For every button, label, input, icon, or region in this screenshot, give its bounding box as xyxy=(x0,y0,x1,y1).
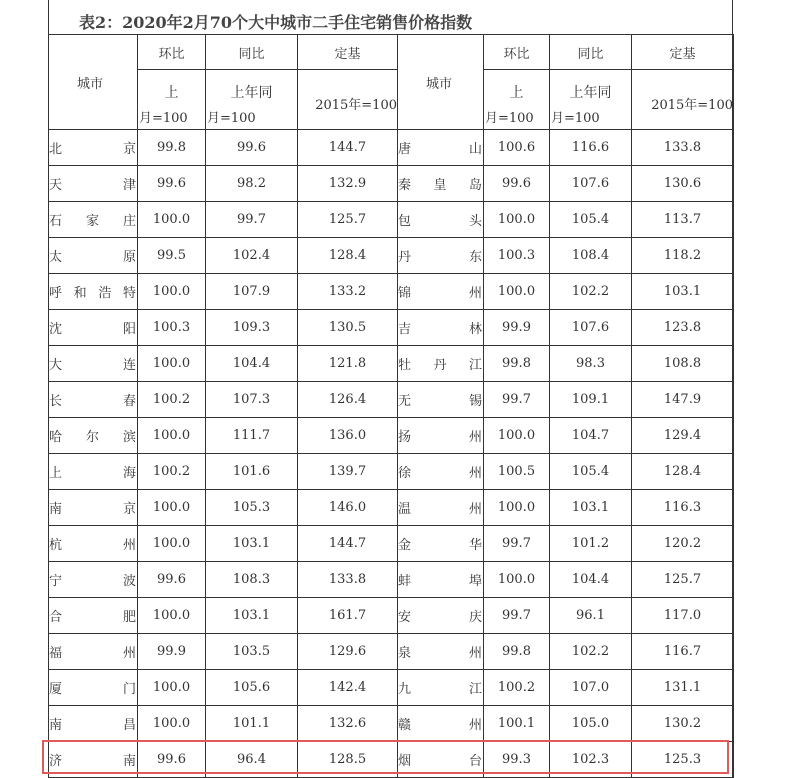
cell-base-right: 116.3 xyxy=(632,490,734,526)
price-index-table xyxy=(48,34,734,778)
cell-yoy-right: 105.4 xyxy=(550,202,632,238)
cell-base-left: 130.5 xyxy=(298,310,398,346)
cell-yoy-right: 107.0 xyxy=(550,670,632,706)
cell-yoy-left: 102.4 xyxy=(206,238,298,274)
cell-city-right: 牡丹江 xyxy=(398,346,484,382)
cell-yoy-right: 105.4 xyxy=(550,454,632,490)
cell-yoy-left: 99.7 xyxy=(206,202,298,238)
cell-city-left: 南昌 xyxy=(49,706,138,742)
cell-yoy-right: 101.2 xyxy=(550,526,632,562)
cell-city-right: 唐山 xyxy=(398,130,484,166)
table-row xyxy=(49,670,734,706)
cell-yoy-left: 101.6 xyxy=(206,454,298,490)
table-body xyxy=(49,130,734,778)
cell-base-left: 121.8 xyxy=(298,346,398,382)
cell-yoy-left: 104.4 xyxy=(206,346,298,382)
cell-city-left: 沈阳 xyxy=(49,310,138,346)
cell-mom-left: 99.6 xyxy=(138,742,206,778)
cell-mom-left: 100.0 xyxy=(138,526,206,562)
cell-mom-left: 100.0 xyxy=(138,202,206,238)
header-mom-2: 环比 xyxy=(484,35,550,70)
cell-city-right: 锦州 xyxy=(398,274,484,310)
table-row xyxy=(49,418,734,454)
table-row xyxy=(49,742,734,778)
cell-city-right: 烟台 xyxy=(398,742,484,778)
cell-base-left: 139.7 xyxy=(298,454,398,490)
cell-base-right: 117.0 xyxy=(632,598,734,634)
cell-yoy-left: 105.3 xyxy=(206,490,298,526)
cell-city-right: 九江 xyxy=(398,670,484,706)
table-row xyxy=(49,706,734,742)
cell-mom-right: 99.7 xyxy=(484,382,550,418)
cell-base-right: 133.8 xyxy=(632,130,734,166)
cell-yoy-right: 107.6 xyxy=(550,310,632,346)
cell-yoy-left: 103.5 xyxy=(206,634,298,670)
cell-city-right: 徐州 xyxy=(398,454,484,490)
cell-mom-right: 100.1 xyxy=(484,706,550,742)
cell-base-left: 146.0 xyxy=(298,490,398,526)
header-yoy-2: 同比 xyxy=(550,35,632,70)
header-base-2: 定基 xyxy=(632,35,734,70)
header-yoy: 同比 xyxy=(206,35,298,70)
table-row xyxy=(49,382,734,418)
cell-mom-right: 99.7 xyxy=(484,598,550,634)
cell-city-right: 泉州 xyxy=(398,634,484,670)
cell-yoy-left: 96.4 xyxy=(206,742,298,778)
cell-base-right: 123.8 xyxy=(632,310,734,346)
cell-yoy-left: 107.9 xyxy=(206,274,298,310)
cell-mom-left: 100.0 xyxy=(138,706,206,742)
cell-mom-left: 100.0 xyxy=(138,418,206,454)
table-row xyxy=(49,346,734,382)
cell-mom-right: 100.6 xyxy=(484,130,550,166)
cell-city-right: 丹东 xyxy=(398,238,484,274)
header-yoy-line2-2: 月=100 xyxy=(551,111,600,126)
cell-base-right: 118.2 xyxy=(632,238,734,274)
cell-city-left: 石家庄 xyxy=(49,202,138,238)
cell-city-left: 太原 xyxy=(49,238,138,274)
cell-city-left: 长春 xyxy=(49,382,138,418)
header-yoy-line1: 上年同 xyxy=(230,85,273,101)
cell-mom-right: 99.8 xyxy=(484,634,550,670)
cell-mom-left: 100.0 xyxy=(138,346,206,382)
cell-base-right: 130.6 xyxy=(632,166,734,202)
cell-mom-right: 99.8 xyxy=(484,346,550,382)
cell-yoy-left: 101.1 xyxy=(206,706,298,742)
cell-city-left: 哈尔滨 xyxy=(49,418,138,454)
table-row xyxy=(49,562,734,598)
cell-base-right: 125.7 xyxy=(632,562,734,598)
cell-mom-right: 99.9 xyxy=(484,310,550,346)
cell-city-left: 南京 xyxy=(49,490,138,526)
cell-mom-right: 100.0 xyxy=(484,562,550,598)
cell-mom-left: 100.3 xyxy=(138,310,206,346)
cell-city-left: 北京 xyxy=(49,130,138,166)
cell-base-right: 103.1 xyxy=(632,274,734,310)
cell-yoy-right: 102.2 xyxy=(550,634,632,670)
cell-yoy-left: 107.3 xyxy=(206,382,298,418)
cell-yoy-left: 109.3 xyxy=(206,310,298,346)
cell-base-right: 131.1 xyxy=(632,670,734,706)
cell-mom-right: 99.7 xyxy=(484,526,550,562)
header-base-line-2: 2015年=100 xyxy=(651,98,733,113)
cell-city-left: 合肥 xyxy=(49,598,138,634)
header-yoy-line1-2: 上年同 xyxy=(569,85,612,101)
cell-base-left: 136.0 xyxy=(298,418,398,454)
header-subrow xyxy=(49,70,734,130)
cell-base-left: 132.9 xyxy=(298,166,398,202)
cell-city-right: 包头 xyxy=(398,202,484,238)
table-row xyxy=(49,130,734,166)
table-row xyxy=(49,634,734,670)
cell-yoy-right: 104.4 xyxy=(550,562,632,598)
table-row xyxy=(49,598,734,634)
cell-city-left: 大连 xyxy=(49,346,138,382)
table-row xyxy=(49,310,734,346)
cell-mom-left: 100.0 xyxy=(138,274,206,310)
cell-mom-left: 99.5 xyxy=(138,238,206,274)
cell-city-left: 天津 xyxy=(49,166,138,202)
cell-yoy-right: 109.1 xyxy=(550,382,632,418)
cell-yoy-left: 103.1 xyxy=(206,526,298,562)
cell-city-right: 赣州 xyxy=(398,706,484,742)
cell-yoy-left: 98.2 xyxy=(206,166,298,202)
cell-mom-left: 100.0 xyxy=(138,670,206,706)
header-mom: 环比 xyxy=(138,35,206,70)
table-row xyxy=(49,526,734,562)
cell-city-left: 杭州 xyxy=(49,526,138,562)
cell-base-left: 126.4 xyxy=(298,382,398,418)
cell-mom-right: 100.0 xyxy=(484,202,550,238)
table-row xyxy=(49,274,734,310)
cell-mom-right: 100.0 xyxy=(484,490,550,526)
table-row xyxy=(49,238,734,274)
table-title: 表2：2020年2月70个大中城市二手住宅销售价格指数 xyxy=(79,13,473,32)
cell-city-right: 安庆 xyxy=(398,598,484,634)
cell-base-right: 130.2 xyxy=(632,706,734,742)
cell-mom-right: 100.5 xyxy=(484,454,550,490)
cell-mom-right: 100.0 xyxy=(484,274,550,310)
cell-mom-right: 100.3 xyxy=(484,238,550,274)
header-mom-line2: 月=100 xyxy=(139,111,188,126)
cell-yoy-right: 98.3 xyxy=(550,346,632,382)
cell-city-left: 厦门 xyxy=(49,670,138,706)
header-base-sub-2 xyxy=(632,70,734,130)
cell-base-left: 125.7 xyxy=(298,202,398,238)
table-row xyxy=(49,490,734,526)
cell-base-right: 113.7 xyxy=(632,202,734,238)
header-base-sub xyxy=(298,70,398,130)
cell-city-right: 金华 xyxy=(398,526,484,562)
cell-mom-left: 100.2 xyxy=(138,454,206,490)
header-mom-sub-2 xyxy=(484,70,550,130)
cell-base-left: 128.5 xyxy=(298,742,398,778)
table-row xyxy=(49,166,734,202)
cell-mom-right: 99.6 xyxy=(484,166,550,202)
cell-base-left: 128.4 xyxy=(298,238,398,274)
cell-city-left: 福州 xyxy=(49,634,138,670)
cell-mom-left: 100.2 xyxy=(138,382,206,418)
cell-city-right: 蚌埠 xyxy=(398,562,484,598)
cell-base-left: 129.6 xyxy=(298,634,398,670)
header-yoy-line2: 月=100 xyxy=(207,111,256,126)
cell-mom-left: 99.6 xyxy=(138,166,206,202)
cell-yoy-right: 105.0 xyxy=(550,706,632,742)
cell-city-right: 温州 xyxy=(398,490,484,526)
cell-base-left: 161.7 xyxy=(298,598,398,634)
cell-yoy-right: 102.3 xyxy=(550,742,632,778)
cell-base-right: 120.2 xyxy=(632,526,734,562)
table-row xyxy=(49,202,734,238)
cell-mom-right: 100.0 xyxy=(484,418,550,454)
cell-base-left: 133.8 xyxy=(298,562,398,598)
cell-city-right: 吉林 xyxy=(398,310,484,346)
cell-mom-left: 99.8 xyxy=(138,130,206,166)
cell-yoy-right: 96.1 xyxy=(550,598,632,634)
header-base: 定基 xyxy=(298,35,398,70)
cell-base-right: 108.8 xyxy=(632,346,734,382)
cell-city-left: 宁波 xyxy=(49,562,138,598)
cell-yoy-left: 111.7 xyxy=(206,418,298,454)
cell-city-left: 呼和浩特 xyxy=(49,274,138,310)
cell-mom-left: 99.9 xyxy=(138,634,206,670)
cell-base-right: 125.3 xyxy=(632,742,734,778)
cell-yoy-right: 107.6 xyxy=(550,166,632,202)
table-row xyxy=(49,454,734,490)
cell-base-left: 133.2 xyxy=(298,274,398,310)
header-mom-line2-2: 月=100 xyxy=(485,111,534,126)
header-mom-sub xyxy=(138,70,206,130)
header-yoy-sub-2 xyxy=(550,70,632,130)
cell-city-right: 扬州 xyxy=(398,418,484,454)
cell-city-left: 上海 xyxy=(49,454,138,490)
header-mom-line1: 上 xyxy=(164,85,179,101)
cell-base-left: 132.6 xyxy=(298,706,398,742)
cell-base-left: 144.7 xyxy=(298,526,398,562)
cell-yoy-left: 108.3 xyxy=(206,562,298,598)
cell-base-right: 116.7 xyxy=(632,634,734,670)
cell-mom-right: 100.2 xyxy=(484,670,550,706)
cell-base-left: 144.7 xyxy=(298,130,398,166)
cell-yoy-left: 103.1 xyxy=(206,598,298,634)
header-city: 城市 xyxy=(49,35,138,130)
cell-yoy-right: 108.4 xyxy=(550,238,632,274)
cell-city-left: 济南 xyxy=(49,742,138,778)
cell-city-right: 无锡 xyxy=(398,382,484,418)
cell-mom-left: 99.6 xyxy=(138,562,206,598)
header-yoy-sub xyxy=(206,70,298,130)
cell-base-left: 142.4 xyxy=(298,670,398,706)
header-row xyxy=(49,35,734,70)
cell-yoy-right: 104.7 xyxy=(550,418,632,454)
cell-yoy-left: 105.6 xyxy=(206,670,298,706)
header-city-2: 城市 xyxy=(398,35,484,130)
header-base-line: 2015年=100 xyxy=(315,98,397,113)
cell-base-right: 129.4 xyxy=(632,418,734,454)
cell-base-right: 128.4 xyxy=(632,454,734,490)
cell-mom-left: 100.0 xyxy=(138,490,206,526)
cell-yoy-right: 103.1 xyxy=(550,490,632,526)
cell-mom-right: 99.3 xyxy=(484,742,550,778)
cell-base-right: 147.9 xyxy=(632,382,734,418)
cell-yoy-right: 102.2 xyxy=(550,274,632,310)
cell-yoy-left: 99.6 xyxy=(206,130,298,166)
cell-city-right: 秦皇岛 xyxy=(398,166,484,202)
cell-yoy-right: 116.6 xyxy=(550,130,632,166)
cell-mom-left: 100.0 xyxy=(138,598,206,634)
header-mom-line1-2: 上 xyxy=(509,85,524,101)
